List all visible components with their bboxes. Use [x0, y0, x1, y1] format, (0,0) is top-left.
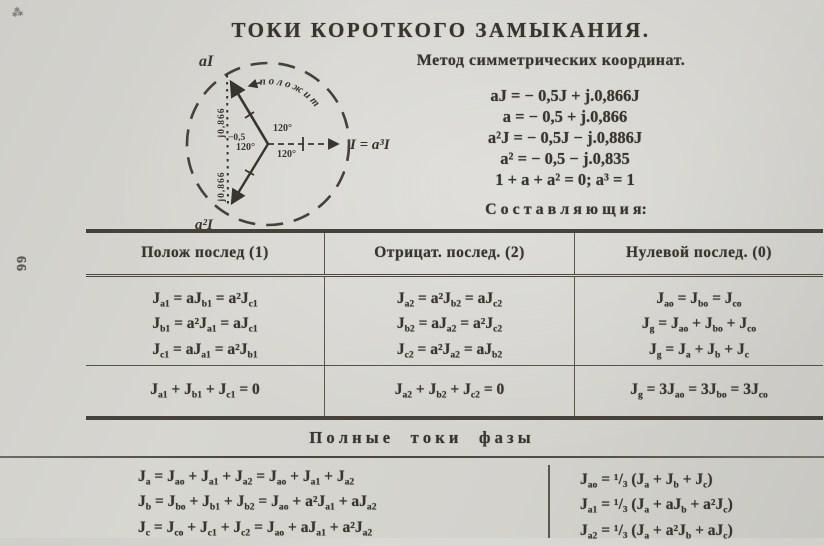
- formula-line: a² = − 0,5 − j.0,835: [500, 149, 630, 168]
- phase-formulas-right: [580, 470, 733, 546]
- method-subtitle: Метод симметрических координат.: [416, 52, 686, 69]
- imag-lower-label: j0,866: [217, 171, 227, 202]
- margin-mark: ⁂: [11, 6, 24, 20]
- formula-line: $J_{c2} = a^2J_{a2} = aJ_{b2}$: [396, 340, 503, 361]
- formula-line: 1 + a + a² = 0; a³ = 1: [495, 170, 635, 189]
- side-page-number: 66: [13, 256, 28, 272]
- formula-line: a²J = − 0,5J − j.0,886J: [487, 128, 643, 147]
- vector-I-label: I = a³I: [350, 137, 390, 153]
- formula-line: $J_{a2} = ^1/_3$ $(J_a + a^2J_b + aJ_c)$: [580, 521, 733, 542]
- cell-zero-seq: [575, 277, 823, 365]
- sum-negative-seq: $J_{a2} + J_{b2} + J_{c2} = 0$: [325, 366, 575, 416]
- angle-label-bottom: 120°: [277, 149, 296, 160]
- column-header-zero: Нулевой послед. (0): [626, 244, 772, 261]
- formula-line: aJ = − 0,5J + j.0,866J: [490, 86, 640, 105]
- table-header-row: [86, 233, 823, 277]
- table-row: [86, 366, 823, 416]
- formula-line: $J_c = J_{co} + J_{c1} + J_{c2} = J_{ao} + aJ_{a1} + a^2J_{a2}$: [138, 518, 373, 539]
- formula-line: $J_{b2} = aJ_{a2} = a^2J_{c2}$: [396, 315, 503, 335]
- formula-line: $J_b = J_{bo} + J_{b1} + J_{b2} = J_{ao} + a^2J_{a1} + aJ_{a2}$: [138, 493, 377, 513]
- angle-label-left: 120°: [236, 142, 255, 153]
- sum-zero-seq: $J_g = 3J_{ao} = 3J_{bo} = 3J_{co}$: [630, 381, 768, 401]
- page-title: ТОКИ КОРОТКОГО ЗАМЫКАНИЯ.: [231, 18, 651, 42]
- formula-line: $J_{ao} = ^1/_3$ $(J_a + J_b + J_c)$: [580, 471, 713, 491]
- formula-line: a = − 0,5 + j.0,866: [502, 107, 628, 126]
- column-header-negative: Отрицат. послед. (2): [325, 233, 575, 274]
- column-header-positive: Полож послед (1): [86, 233, 325, 274]
- sequence-table: [86, 229, 823, 420]
- operator-formula-block: [420, 85, 710, 190]
- vector-aI-label: aI: [199, 53, 214, 70]
- formula-line: $J_g = J_{ao} + J_{bo} + J_{co}$: [641, 315, 757, 335]
- formula-line: $J_{a1} = ^1/_3$ $(J_a + aJ_b + a^2J_c)$: [580, 496, 733, 516]
- cell-positive-seq: [86, 277, 325, 365]
- formula-line: $J_{a2} = a^2J_{b2} = aJ_{c2}$: [396, 290, 503, 310]
- formula-line: $J_{ao} = J_{bo} = J_{co}$: [656, 290, 742, 310]
- formula-line: $J_g = J_a + J_b + J_c$: [649, 340, 749, 361]
- cell-negative-seq: [325, 277, 575, 365]
- phasor-diagram: [140, 45, 430, 243]
- imag-upper-label: j0,866: [217, 107, 227, 138]
- formula-line: $J_{c1} = aJ_{a1} = a^2J_{b1}$: [152, 340, 258, 361]
- sum-positive-seq: $J_{a1} + J_{b1} + J_{c1} = 0$: [86, 366, 325, 416]
- formula-line: $J_{b1} = a^2J_{a1} = aJ_{c1}$: [152, 315, 258, 335]
- angle-label-top: 120°: [273, 123, 292, 134]
- column-divider: [548, 465, 550, 538]
- vector-a2I-label: a²I: [195, 217, 213, 233]
- table-row: [86, 277, 823, 366]
- components-heading: С о с т а в л я ю щ и я:: [485, 201, 647, 218]
- divider-line: [0, 456, 824, 458]
- rotation-direction-text: положит: [259, 75, 324, 111]
- phase-currents-heading: П о л н ы е т о к и ф а з ы: [309, 428, 531, 447]
- phase-formulas-left: [138, 467, 377, 543]
- formula-line: $J_a = J_{ao} + J_{a1} + J_{a2} = J_{ao} + J_{a1} + J_{a2}$: [138, 468, 355, 488]
- formula-line: $J_{a1} = aJ_{b1} = a^2J_{c1}$: [152, 290, 258, 310]
- real-part-label: −0,5: [228, 133, 246, 143]
